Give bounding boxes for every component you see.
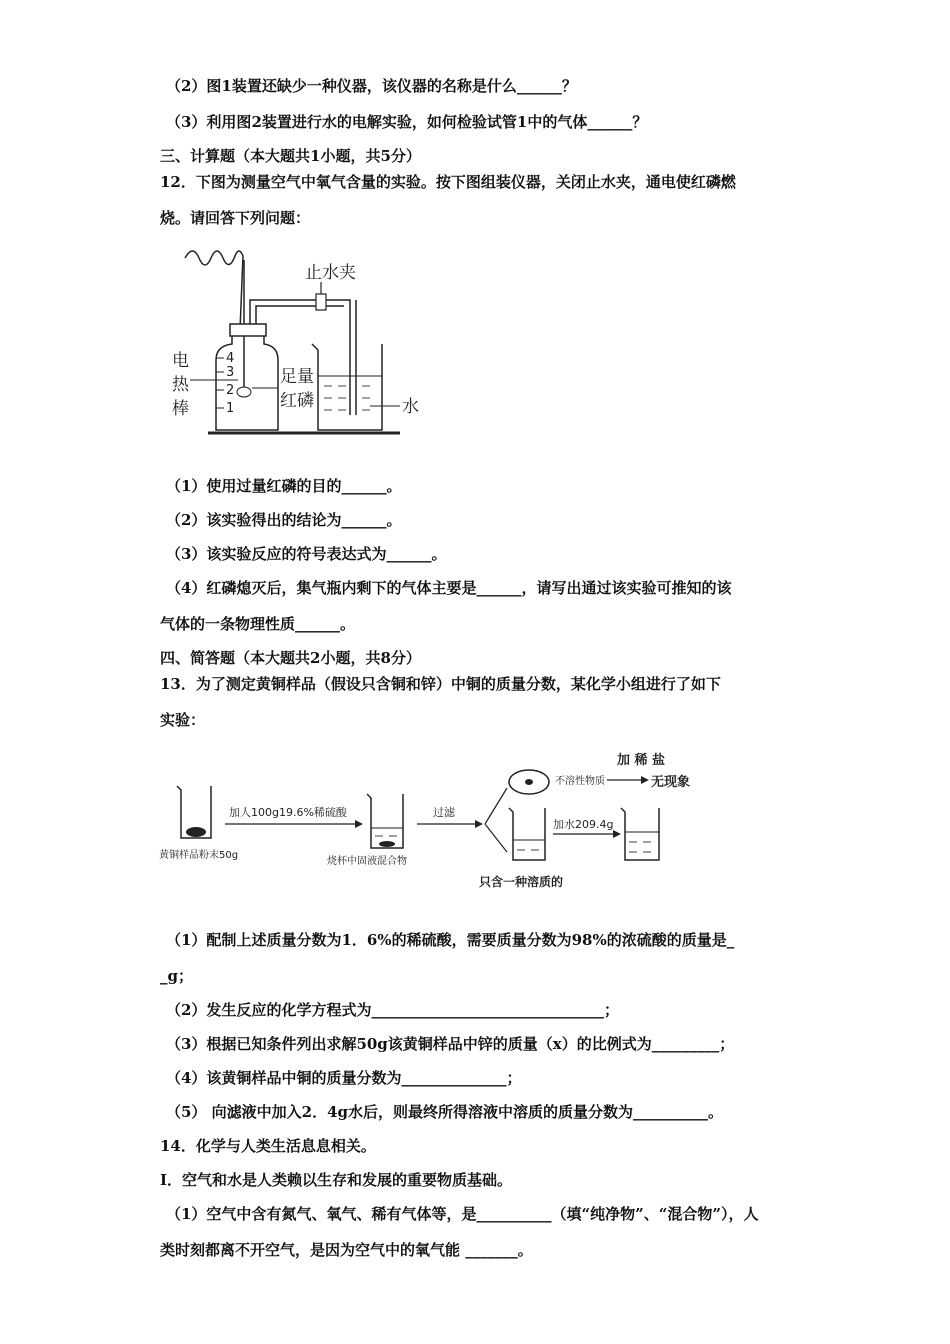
svg-text:4: 4 bbox=[226, 351, 235, 366]
brass-experiment-figure bbox=[155, 748, 715, 898]
svg-text:2: 2 bbox=[226, 383, 235, 398]
coil-wire bbox=[185, 251, 243, 330]
q12-part-2: （2）该实验得出的结论为______。 bbox=[166, 511, 402, 529]
q12-part-4: （4）红磷熄灭后，集气瓶内剩下的气体主要是______，请写出通过该实验可推知的该 bbox=[166, 579, 732, 597]
question-13-stem: 13．为了测定黄铜样品（假设只含铜和锌）中铜的质量分数，某化学小组进行了如下 bbox=[160, 675, 721, 693]
svg-text:棒: 棒 bbox=[172, 399, 189, 419]
q13-part-3: （3）根据已知条件列出求解50g该黄铜样品中锌的质量（x）的比例式为_________； bbox=[166, 1035, 735, 1053]
q13-part-4: （4）该黄铜样品中铜的质量分数为______________； bbox=[166, 1069, 522, 1087]
svg-text:1: 1 bbox=[226, 401, 235, 416]
section-heading-calc: 三、计算题（本大题共1小题，共5分） bbox=[160, 147, 421, 165]
combustion-spoon bbox=[237, 387, 251, 397]
step1-label: 加人100g19.6%稀硫酸 bbox=[229, 806, 347, 819]
q14-section-I: I．空气和水是人类赖以生存和发展的重要物质基础。 bbox=[160, 1171, 513, 1189]
q13-part-2: （2）发生反应的化学方程式为_______________________________； bbox=[166, 1001, 619, 1019]
q12-part-3: （3）该实验反应的符号表达式为______。 bbox=[166, 545, 447, 563]
water-label: 水 bbox=[402, 397, 419, 417]
svg-text:3: 3 bbox=[226, 365, 235, 380]
filtrate-beaker bbox=[509, 808, 545, 860]
clamp-label: 止水夹 bbox=[305, 263, 356, 283]
filter-label: 过滤 bbox=[433, 806, 455, 819]
bottle-stopper bbox=[230, 324, 266, 336]
text-line-2: （3）利用图2装置进行水的电解实验，如何检验试管1中的气体______？ bbox=[166, 113, 648, 131]
mixture-beaker bbox=[367, 794, 403, 848]
question-12-stem-cont: 烧。请回答下列问题： bbox=[160, 209, 311, 227]
add-acid-label: 加 稀 盐 bbox=[617, 753, 666, 768]
section-heading-short: 四、简答题（本大题共2小题，共8分） bbox=[160, 649, 421, 667]
one-solute-label: 只含一种溶质的 bbox=[479, 875, 564, 889]
rod-label: 电 bbox=[172, 351, 189, 371]
add-water-label: 加水209.4g bbox=[553, 818, 614, 831]
oxygen-experiment-figure bbox=[160, 240, 420, 440]
q12-part-4-cont: 气体的一条物理性质______。 bbox=[160, 615, 356, 633]
question-13-stem-cont: 实验： bbox=[160, 711, 206, 729]
svg-text:热: 热 bbox=[172, 375, 189, 395]
q13-part-5: （5） 向滤液中加入2．4g水后，则最终所得溶液中溶质的质量分数为__________。 bbox=[166, 1103, 724, 1121]
q14-part-1: （1）空气中含有氮气、氧气、稀有气体等，是__________（填“纯净物”、“混合物”），人 bbox=[166, 1205, 759, 1223]
insoluble-label: 不溶性物质 bbox=[555, 776, 605, 787]
q14-part-1-cont: 类时刻都离不开空气，是因为空气中的氧气能 _______。 bbox=[160, 1241, 533, 1259]
svg-text:红磷: 红磷 bbox=[280, 391, 314, 411]
sample-label: 黄铜样品粉末50g bbox=[159, 850, 239, 861]
text-line-1: （2）图1装置还缺少一种仪器，该仪器的名称是什么______？ bbox=[166, 77, 577, 95]
mixture-label: 烧杯中固液混合物 bbox=[327, 856, 407, 867]
water-beaker bbox=[312, 344, 382, 430]
q13-part-1-cont: _g； bbox=[160, 967, 193, 985]
final-beaker bbox=[621, 808, 659, 860]
question-12-stem: 12．下图为测量空气中氧气含量的实验。按下图组装仪器，关闭止水夹，通电使红磷燃 bbox=[160, 173, 736, 191]
no-change-label: 无现象 bbox=[651, 775, 691, 790]
clamp-icon bbox=[316, 294, 326, 310]
phosphorus-label: 足量 bbox=[280, 367, 314, 387]
q12-part-1: （1）使用过量红磷的目的______。 bbox=[166, 477, 402, 495]
q13-part-1: （1）配制上述质量分数为1．6%的稀硫酸，需要质量分数为98%的浓硫酸的质量是_ bbox=[166, 931, 735, 949]
question-14-stem: 14．化学与人类生活息息相关。 bbox=[160, 1137, 376, 1155]
